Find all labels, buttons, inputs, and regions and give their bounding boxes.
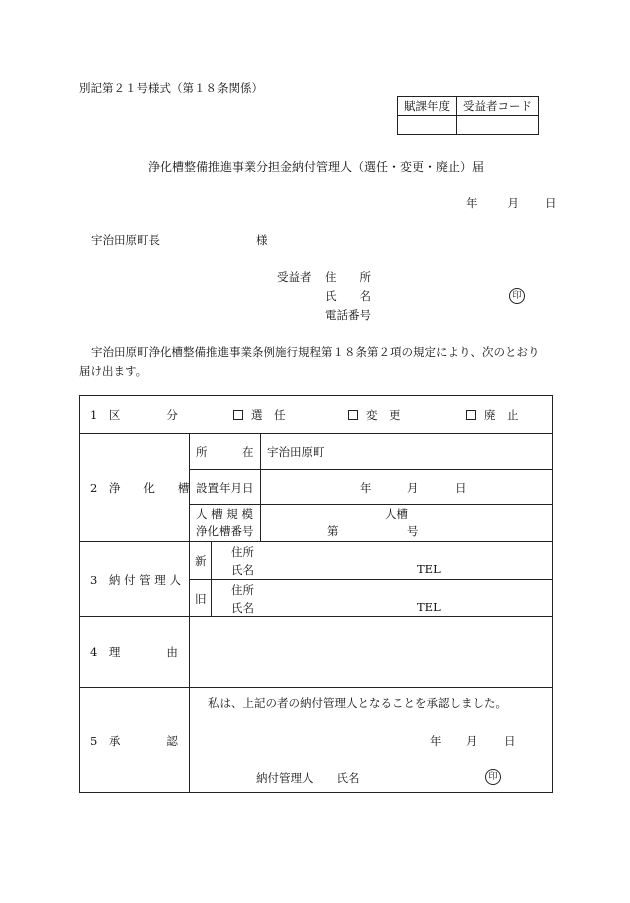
reason-field[interactable] [195,622,545,682]
install-month: 月 [407,481,419,495]
old-name-label: 氏名 [231,601,254,615]
tank-number-label: 浄化槽番号 [196,524,254,538]
approval-day: 日 [504,734,516,748]
install-day: 日 [455,481,467,495]
applicant-role: 受益者 [277,270,312,284]
form-number: 別記第２１号様式（第１８条関係） [79,81,263,95]
approval-month: 月 [466,734,478,748]
applicant-phone-label: 電話番号 [325,308,371,322]
checkbox-appoint-icon [233,410,243,420]
option-appoint[interactable]: 選 任 [233,407,286,423]
new-name-label: 氏名 [231,563,254,577]
date-month: 月 [507,196,519,210]
row4-label: 4 理 由 [90,645,178,659]
applicant-address-label: 住 所 [325,270,371,284]
install-date-label: 設置年月日 [196,481,254,495]
old-address-label: 住所 [231,583,254,597]
fiscal-year-field[interactable] [398,116,457,135]
body-text-line2: 届け出ます。 [79,364,148,378]
row1-label: 1 区 分 [90,408,178,422]
approval-seal-icon: 印 [485,769,501,785]
location-label: 所 在 [196,445,254,459]
checkbox-abolish-icon [466,410,476,420]
row2-label: 2 浄 化 槽 [90,481,190,495]
row5-label: 5 承 認 [90,734,178,748]
new-manager-label: 新 [195,554,207,568]
addressee-name: 宇治田原町長 [91,233,160,247]
form-title: 浄化槽整備推進事業分担金納付管理人（選任・変更・廃止）届 [148,160,485,174]
applicant-seal-icon: 印 [509,288,525,304]
option-abolish[interactable]: 廃 止 [466,407,519,423]
new-address-label: 住所 [231,545,254,559]
addressee-honorific: 様 [256,233,268,247]
beneficiary-code-header: 受益者コード [457,97,539,116]
install-year: 年 [360,481,372,495]
date-day: 日 [545,196,557,210]
capacity-unit: 人槽 [385,507,408,521]
approval-statement: 私は、上記の者の納付管理人となることを承認しました。 [208,696,507,710]
row3-label: 3 納 付 管 理 人 [90,573,181,587]
applicant-name-label: 氏 名 [325,289,371,303]
location-value[interactable]: 宇治田原町 [267,445,325,459]
checkbox-change-icon [348,410,358,420]
date-year: 年 [466,196,478,210]
tank-number-prefix: 第 [327,524,339,538]
beneficiary-code-field[interactable] [457,116,539,135]
new-tel-label: TEL [417,562,441,576]
body-text-line1: 宇治田原町浄化槽整備推進事業条例施行規程第１８条第２項の規定により、次のとおり [91,345,540,359]
fiscal-code-table [397,96,539,135]
capacity-label: 人 槽 規 模 [196,507,253,521]
old-manager-label: 旧 [195,592,207,606]
application-table [79,395,553,793]
approval-signer: 納付管理人 氏名 [256,771,360,785]
option-change[interactable]: 変 更 [348,407,401,423]
approval-year: 年 [430,734,442,748]
tank-number-suffix: 号 [407,524,419,538]
date-line [466,195,557,211]
fiscal-year-header: 賦課年度 [398,97,457,116]
old-tel-label: TEL [417,600,441,614]
